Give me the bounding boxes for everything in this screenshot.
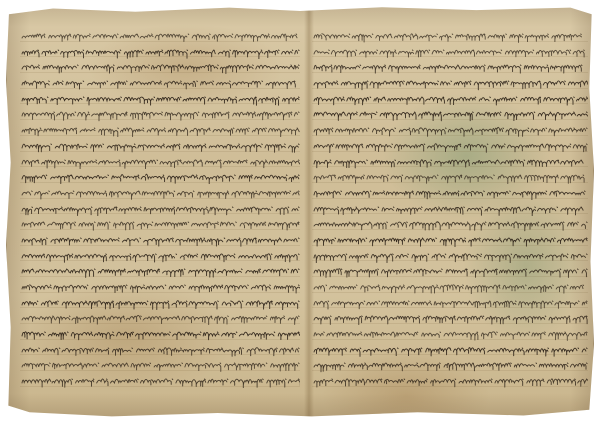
handwritten-text — [20, 154, 300, 170]
script-line — [312, 232, 588, 248]
script-line — [312, 326, 588, 342]
script-line — [20, 310, 300, 326]
handwritten-text — [20, 185, 300, 201]
manuscript-sheet — [6, 6, 594, 418]
handwritten-text — [20, 263, 300, 279]
script-line — [20, 122, 300, 138]
script-line — [312, 185, 588, 201]
handwritten-text — [20, 75, 300, 91]
handwritten-text — [20, 28, 300, 44]
script-line — [312, 75, 588, 91]
handwritten-text — [312, 342, 588, 358]
script-line — [312, 201, 588, 217]
right-text-column — [312, 28, 588, 389]
handwritten-text — [20, 357, 300, 373]
script-line — [20, 373, 300, 389]
handwritten-text — [312, 326, 588, 342]
script-line — [20, 248, 300, 264]
script-line — [20, 75, 300, 91]
script-line — [20, 59, 300, 75]
script-line — [20, 232, 300, 248]
script-line — [312, 154, 588, 170]
handwritten-text — [20, 44, 300, 60]
script-line — [312, 28, 588, 44]
handwritten-text — [20, 138, 300, 154]
handwritten-text — [312, 28, 588, 44]
handwritten-text — [312, 91, 588, 107]
handwritten-text — [312, 201, 588, 217]
handwritten-text — [312, 106, 588, 122]
handwritten-text — [20, 216, 300, 232]
handwritten-text — [20, 373, 300, 389]
handwritten-text — [312, 122, 588, 138]
script-line — [20, 342, 300, 358]
script-line — [20, 295, 300, 311]
handwritten-text — [312, 232, 588, 248]
handwritten-text — [312, 216, 588, 232]
handwritten-text — [312, 138, 588, 154]
script-line — [312, 342, 588, 358]
handwritten-text — [20, 106, 300, 122]
script-line — [312, 263, 588, 279]
script-line — [20, 28, 300, 44]
handwritten-text — [20, 91, 300, 107]
handwritten-text — [312, 185, 588, 201]
script-line — [312, 295, 588, 311]
handwritten-text — [20, 279, 300, 295]
script-line — [20, 326, 300, 342]
script-line — [20, 91, 300, 107]
script-line — [20, 201, 300, 217]
script-line — [312, 59, 588, 75]
handwritten-text — [312, 75, 588, 91]
handwritten-text — [20, 59, 300, 75]
script-line — [20, 185, 300, 201]
handwritten-text — [20, 232, 300, 248]
script-line — [312, 91, 588, 107]
script-line — [312, 122, 588, 138]
script-line — [312, 248, 588, 264]
script-line — [20, 263, 300, 279]
handwritten-text — [312, 263, 588, 279]
script-line — [312, 44, 588, 60]
script-line — [312, 373, 588, 389]
script-line — [20, 44, 300, 60]
script-line — [312, 357, 588, 373]
handwritten-text — [20, 122, 300, 138]
handwritten-text — [20, 201, 300, 217]
handwritten-text — [312, 310, 588, 326]
script-line — [312, 106, 588, 122]
script-line — [312, 169, 588, 185]
script-line — [20, 154, 300, 170]
handwritten-text — [312, 44, 588, 60]
handwritten-text — [312, 373, 588, 389]
handwritten-text — [20, 295, 300, 311]
script-line — [20, 279, 300, 295]
script-line — [312, 310, 588, 326]
handwritten-text — [20, 326, 300, 342]
script-line — [20, 357, 300, 373]
left-text-column — [20, 28, 300, 389]
handwritten-text — [312, 59, 588, 75]
handwritten-text — [20, 310, 300, 326]
script-line — [20, 138, 300, 154]
handwritten-text — [312, 279, 588, 295]
handwritten-text — [312, 154, 588, 170]
script-line — [312, 138, 588, 154]
handwritten-text — [312, 295, 588, 311]
handwritten-text — [20, 248, 300, 264]
handwritten-text — [312, 248, 588, 264]
script-line — [20, 216, 300, 232]
handwritten-text — [312, 169, 588, 185]
handwritten-text — [20, 342, 300, 358]
handwritten-text — [20, 169, 300, 185]
script-line — [20, 169, 300, 185]
script-line — [312, 216, 588, 232]
script-line — [312, 279, 588, 295]
handwritten-text — [312, 357, 588, 373]
script-line — [20, 106, 300, 122]
